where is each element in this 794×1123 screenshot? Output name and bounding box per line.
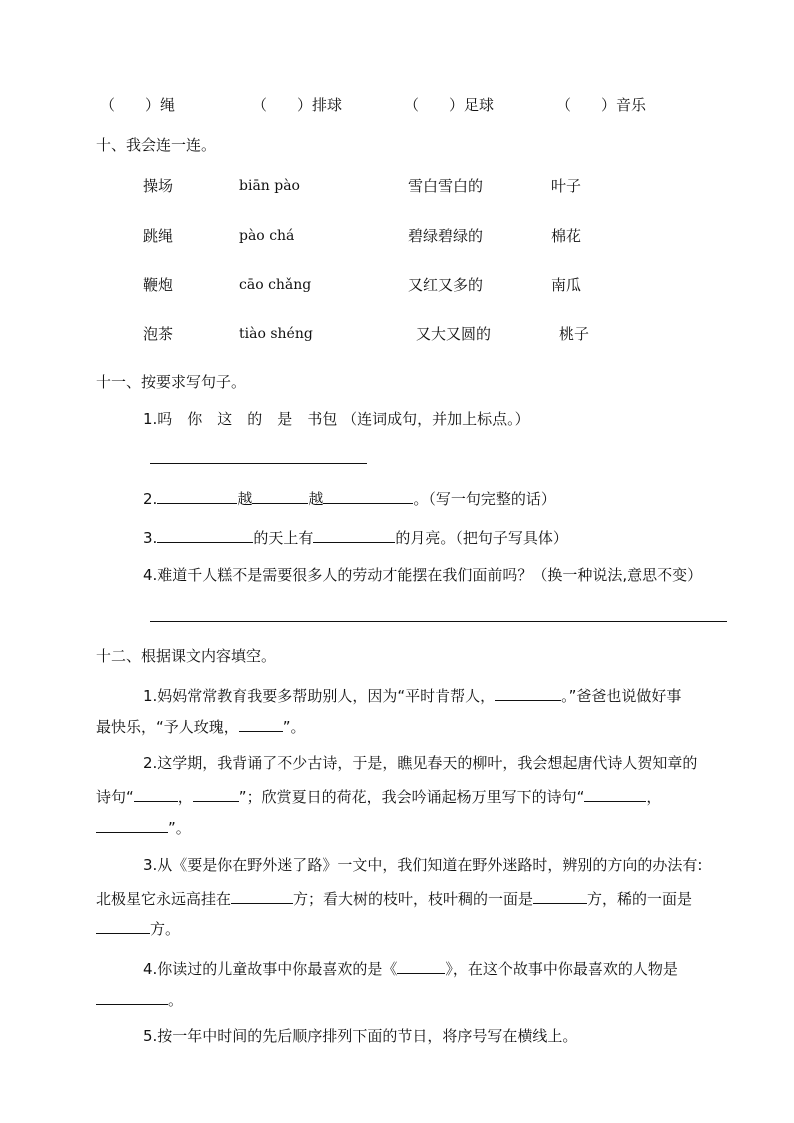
section-11-title: 十一、按要求写句子。: [96, 373, 247, 391]
answer-blank[interactable]: [157, 487, 237, 504]
answer-blank[interactable]: [252, 487, 308, 504]
match-phrase: 又红又多的: [408, 276, 484, 294]
match-word: 鞭炮: [143, 276, 174, 294]
q-text: 北极星它永远高挂在: [96, 890, 232, 908]
answer-blank[interactable]: [134, 785, 178, 802]
question-12-3-line3: [96, 917, 180, 939]
q-text: 》，在这个故事中你最喜欢的人物是: [445, 960, 678, 978]
q-text: 3.: [143, 529, 158, 547]
section-12-title: 十二、根据课文内容填空。: [96, 647, 277, 665]
q-text: 。（写一句完整的话）: [413, 490, 556, 508]
question-12-2-line3: [96, 816, 191, 838]
answer-blank[interactable]: [96, 917, 150, 934]
q-text: 越: [308, 490, 324, 508]
fill-item-volleyball: （ ）排球: [252, 96, 343, 114]
q-text: 的天上有: [253, 529, 314, 547]
fill-item-music: （ ）音乐: [556, 96, 647, 114]
q-text: 。”爸爸也说做好事: [561, 687, 682, 705]
q-text: 的月亮。（把句子写具体）: [395, 529, 568, 547]
q-text: ，: [646, 788, 662, 806]
q-text: 1.妈妈常常教育我要多帮助别人，因为“平时肯帮人，: [143, 687, 496, 705]
match-pinyin: cāo chǎng: [239, 277, 312, 293]
match-pinyin: biān pào: [239, 178, 300, 194]
answer-blank[interactable]: [323, 487, 413, 504]
answer-blank[interactable]: [193, 785, 239, 802]
answer-blank[interactable]: [533, 887, 587, 904]
q-text: 最快乐，“予人玫瑰，: [96, 718, 239, 736]
q-text: 方。: [150, 920, 181, 938]
q-text: 。: [168, 991, 184, 1009]
q-text: 方，稀的一面是: [587, 890, 693, 908]
answer-line-11-4[interactable]: [150, 621, 727, 622]
match-noun: 棉花: [551, 227, 582, 245]
answer-blank[interactable]: [96, 988, 168, 1005]
match-phrase: 雪白雪白的: [408, 177, 484, 195]
answer-blank[interactable]: [584, 785, 646, 802]
answer-blank[interactable]: [231, 887, 293, 904]
answer-blank[interactable]: [313, 526, 395, 543]
match-pinyin: pào chá: [239, 228, 295, 244]
question-11-2: [143, 487, 556, 509]
q-text: 2.: [143, 490, 158, 508]
fill-item-football: （ ）足球: [404, 96, 495, 114]
question-12-1-line2: [96, 715, 306, 737]
question-12-1-line1: [143, 684, 681, 706]
q-text: ”；欣赏夏日的荷花，我会吟诵起杨万里写下的诗句“: [238, 788, 585, 806]
question-12-3-line1: 3.从《要是你在野外迷了路》一文中，我们知道在野外迷路时，辨别的方向的办法有:: [143, 856, 703, 874]
question-11-1: 1.吗 你 这 的 是 书包 （连词成句，并加上标点。）: [143, 410, 530, 428]
answer-blank[interactable]: [397, 957, 445, 974]
question-11-4: 4.难道千人糕不是需要很多人的劳动才能摆在我们面前吗？（换一种说法,意思不变）: [143, 566, 703, 584]
q-text: 诗句“: [96, 788, 134, 806]
section-10-title: 十、我会连一连。: [96, 136, 217, 154]
match-noun: 叶子: [551, 177, 582, 195]
question-12-2-line2: [96, 785, 661, 807]
match-phrase: 又大又圆的: [416, 325, 492, 343]
match-word: 操场: [143, 177, 174, 195]
question-12-3-line2: [96, 887, 692, 909]
match-noun: 南瓜: [551, 276, 582, 294]
answer-blank[interactable]: [157, 526, 253, 543]
question-12-5: 5.按一年中时间的先后顺序排列下面的节日，将序号写在横线上。: [143, 1027, 578, 1045]
answer-line-11-1[interactable]: [150, 463, 367, 464]
q-text: 方；看大树的枝叶，枝叶稠的一面是: [293, 890, 534, 908]
match-word: 泡茶: [143, 325, 174, 343]
question-12-2-line1: 2.这学期，我背诵了不少古诗，于是，瞧见春天的柳叶，我会想起唐代诗人贺知章的: [143, 754, 698, 772]
q-text: ”。: [282, 718, 306, 736]
q-text: ”。: [168, 819, 191, 837]
question-11-3: [143, 526, 568, 548]
match-pinyin: tiào shéng: [239, 326, 313, 342]
q-text: 越: [237, 490, 253, 508]
answer-blank[interactable]: [96, 816, 168, 833]
match-noun: 桃子: [559, 325, 590, 343]
q-text: 4.你读过的儿童故事中你最喜欢的是《: [143, 960, 398, 978]
q-text: ，: [177, 788, 193, 806]
match-word: 跳绳: [143, 227, 174, 245]
match-phrase: 碧绿碧绿的: [408, 227, 484, 245]
fill-item-rope: （ ）绳: [100, 96, 176, 114]
question-12-4-line2: [96, 988, 183, 1010]
answer-blank[interactable]: [495, 684, 561, 701]
answer-blank[interactable]: [239, 715, 283, 732]
question-12-4-line1: [143, 957, 678, 979]
